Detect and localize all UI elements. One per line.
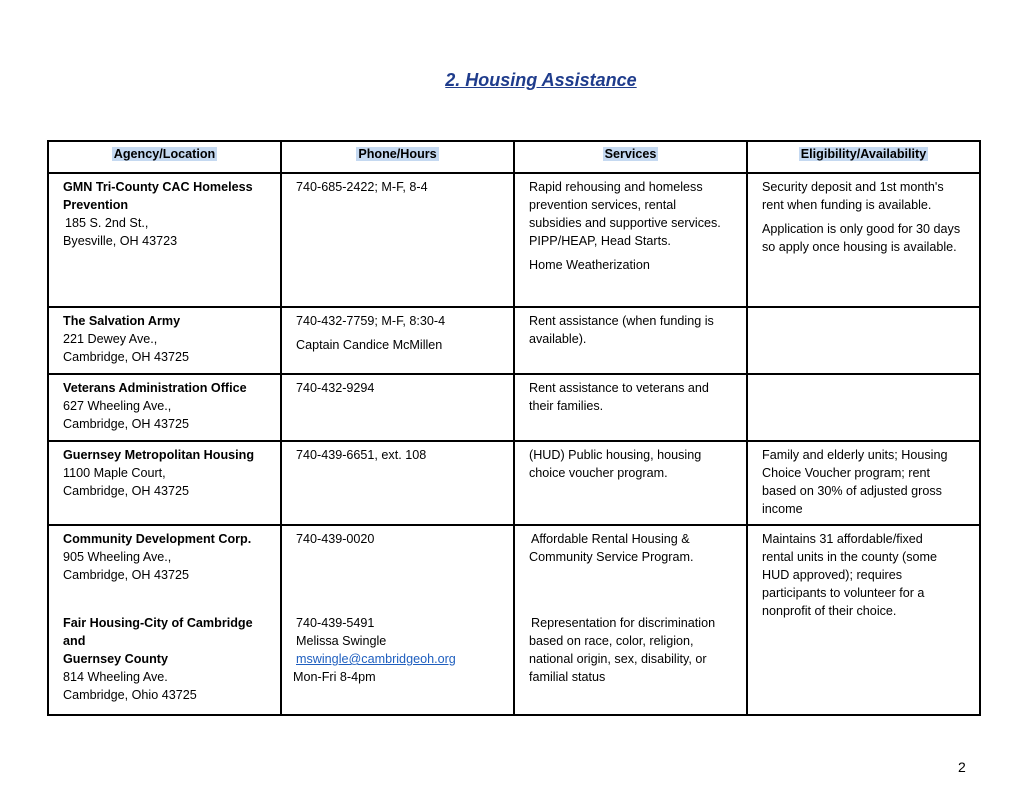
phone-cell (281, 173, 514, 307)
services-text: prevention services, rental (529, 198, 676, 212)
agency-address: Cambridge, OH 43725 (63, 568, 190, 582)
page-number: 2 (958, 759, 966, 775)
eligibility-text: nonprofit of their choice. (762, 604, 897, 618)
services-text: Home Weatherization (529, 258, 650, 272)
agency-address: Cambridge, OH 43725 (63, 484, 190, 498)
eligibility-text: participants to volunteer for a (762, 586, 925, 600)
header-label: Services (604, 147, 657, 161)
header-cell (281, 141, 514, 173)
agency-name: Guernsey County (63, 652, 168, 666)
phone-hours: 740-432-7759; M-F, 8:30-4 (296, 314, 446, 328)
table-row (48, 307, 980, 374)
header-row (48, 141, 980, 173)
phone-hours: 740-432-9294 (296, 381, 375, 395)
phone-hours: 740-439-5491 (296, 616, 375, 630)
agency-name: Veterans Administration Office (63, 381, 247, 395)
table-row (48, 525, 980, 715)
services-text: their families. (529, 399, 604, 413)
agency-address: Cambridge, OH 43725 (63, 350, 190, 364)
eligibility-text: Family and elderly units; Housing (762, 448, 948, 462)
agency-cell (48, 173, 281, 307)
services-text: Community Service Program. (529, 550, 694, 564)
agency-address: 1100 Maple Court, (63, 466, 166, 480)
agency-address: 221 Dewey Ave., (63, 332, 158, 346)
eligibility-text: Maintains 31 affordable/fixed (762, 532, 923, 546)
services-text: Rent assistance to veterans and (529, 381, 709, 395)
eligibility-text: Security deposit and 1st month's (762, 180, 944, 194)
agency-name: Guernsey Metropolitan Housing (63, 448, 255, 462)
agency-name: The Salvation Army (63, 314, 181, 328)
services-text: choice voucher program. (529, 466, 668, 480)
agency-name: Prevention (63, 198, 129, 212)
phone-cell (281, 374, 514, 441)
phone-cell (281, 307, 514, 374)
agency-cell (48, 374, 281, 441)
services-text: Affordable Rental Housing & (531, 532, 690, 546)
eligibility-text: so apply once housing is available. (762, 240, 957, 254)
services-cell (514, 307, 747, 374)
services-cell (514, 173, 747, 307)
services-text: Rapid rehousing and homeless (529, 180, 703, 194)
eligibility-text: rental units in the county (some (762, 550, 938, 564)
services-text: national origin, sex, disability, or (529, 652, 707, 666)
phone-hours: 740-439-0020 (296, 532, 375, 546)
header-cell (48, 141, 281, 173)
contact-name: Captain Candice McMillen (296, 338, 443, 352)
agency-address: 905 Wheeling Ave., (63, 550, 172, 564)
agency-name: GMN Tri-County CAC Homeless (63, 180, 253, 194)
services-text: familial status (529, 670, 606, 684)
eligibility-text: based on 30% of adjusted gross (762, 484, 942, 498)
eligibility-text: income (762, 502, 803, 516)
email-link[interactable]: mswingle@cambridgeoh.org (296, 652, 456, 666)
header-label: Agency/Location (113, 147, 216, 161)
phone-cell (281, 441, 514, 525)
services-text: Representation for discrimination (531, 616, 716, 630)
page-title: 2. Housing Assistance (445, 70, 637, 90)
header-cell (514, 141, 747, 173)
table-row (48, 173, 980, 307)
agency-cell (48, 441, 281, 525)
phone-hours: 740-685-2422; M-F, 8-4 (296, 180, 428, 194)
agency-address: Cambridge, OH 43725 (63, 417, 190, 431)
housing-assistance-table (47, 140, 981, 716)
eligibility-text: Application is only good for 30 days (762, 222, 961, 236)
phone-hours: Mon-Fri 8-4pm (293, 670, 376, 684)
phone-hours: 740-439-6651, ext. 108 (296, 448, 427, 462)
services-text: PIPP/HEAP, Head Starts. (529, 234, 671, 248)
agency-address: 185 S. 2nd St., (65, 216, 149, 230)
eligibility-cell (747, 307, 980, 374)
table-row (48, 441, 980, 525)
services-cell (514, 525, 747, 715)
agency-address: Cambridge, Ohio 43725 (63, 688, 197, 702)
services-text: (HUD) Public housing, housing (529, 448, 702, 462)
agency-name: Fair Housing-City of Cambridge and (63, 616, 253, 648)
contact-name: Melissa Swingle (296, 634, 387, 648)
phone-cell (281, 525, 514, 715)
agency-address: 814 Wheeling Ave. (63, 670, 168, 684)
services-text: Rent assistance (when funding is (529, 314, 714, 328)
header-label: Eligibility/Availability (800, 147, 927, 161)
eligibility-text: Choice Voucher program; rent (762, 466, 931, 480)
services-cell (514, 374, 747, 441)
header-cell (747, 141, 980, 173)
eligibility-cell (747, 374, 980, 441)
eligibility-cell (747, 173, 980, 307)
agency-address: Byesville, OH 43723 (63, 234, 178, 248)
agency-address: 627 Wheeling Ave., (63, 399, 172, 413)
services-text: based on race, color, religion, (529, 634, 694, 648)
eligibility-text: rent when funding is available. (762, 198, 932, 212)
header-label: Phone/Hours (358, 147, 437, 161)
eligibility-cell (747, 441, 980, 525)
table-row (48, 374, 980, 441)
agency-name: Community Development Corp. (63, 532, 252, 546)
services-text: available). (529, 332, 587, 346)
eligibility-cell (747, 525, 980, 715)
services-cell (514, 441, 747, 525)
eligibility-text: HUD approved); requires (762, 568, 902, 582)
agency-cell (48, 307, 281, 374)
services-text: subsidies and supportive services. (529, 216, 721, 230)
agency-cell (48, 525, 281, 715)
